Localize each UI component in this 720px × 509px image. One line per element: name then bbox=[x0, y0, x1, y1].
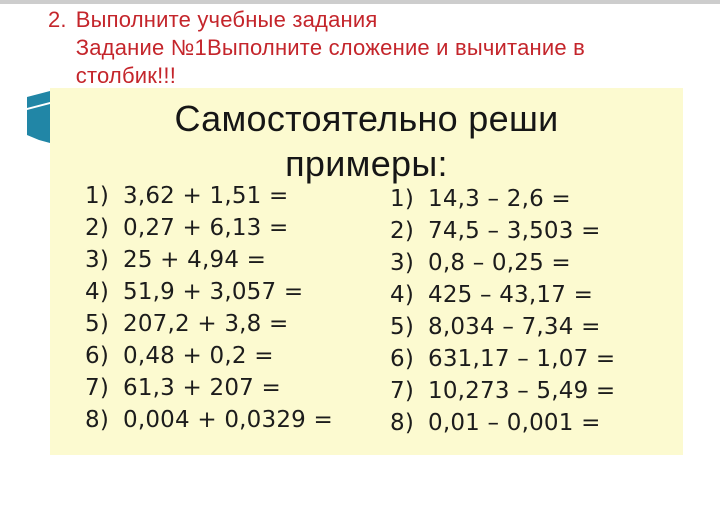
assignment-line-1: Выполните учебные задания bbox=[75, 7, 378, 32]
problem-row bbox=[85, 404, 333, 436]
subtraction-problems-column bbox=[390, 183, 615, 439]
problem-row bbox=[390, 247, 615, 279]
problem-number: 3) bbox=[85, 247, 110, 273]
problem-row bbox=[390, 375, 615, 407]
problem-number: 8) bbox=[85, 407, 110, 433]
problem-number: 2) bbox=[85, 215, 110, 241]
problem-number: 5) bbox=[85, 311, 110, 337]
problem-expression: 74,5 – 3,503 = bbox=[428, 218, 601, 244]
problem-number: 1) bbox=[390, 186, 415, 212]
problem-expression: 0,8 – 0,25 = bbox=[428, 250, 571, 276]
problem-number: 6) bbox=[390, 346, 415, 372]
problem-expression: 25 + 4,94 = bbox=[123, 247, 267, 273]
assignment-number: 2. bbox=[48, 7, 67, 32]
problem-row bbox=[85, 212, 333, 244]
assignment-line-3: столбик!!! bbox=[75, 63, 177, 88]
bookmark-ribbon-icon bbox=[27, 91, 51, 144]
problem-number: 1) bbox=[85, 183, 110, 209]
problem-row bbox=[390, 407, 615, 439]
problem-row bbox=[390, 183, 615, 215]
problem-number: 4) bbox=[390, 282, 415, 308]
problem-number: 7) bbox=[390, 378, 415, 404]
problem-expression: 8,034 – 7,34 = bbox=[428, 314, 601, 340]
problem-expression: 0,27 + 6,13 = bbox=[123, 215, 289, 241]
worksheet-slide bbox=[50, 88, 683, 455]
problem-row bbox=[85, 180, 333, 212]
problem-number: 2) bbox=[390, 218, 415, 244]
problem-expression: 51,9 + 3,057 = bbox=[123, 279, 304, 305]
problem-row bbox=[85, 276, 333, 308]
problem-expression: 3,62 + 1,51 = bbox=[123, 183, 289, 209]
problem-row bbox=[390, 279, 615, 311]
problem-expression: 61,3 + 207 = bbox=[123, 375, 281, 401]
problem-number: 3) bbox=[390, 250, 415, 276]
problem-row bbox=[85, 244, 333, 276]
problem-expression: 10,273 – 5,49 = bbox=[428, 378, 616, 404]
problem-number: 7) bbox=[85, 375, 110, 401]
addition-problems-column bbox=[85, 180, 333, 436]
problem-row bbox=[85, 372, 333, 404]
problem-number: 4) bbox=[85, 279, 110, 305]
problem-expression: 425 – 43,17 = bbox=[428, 282, 594, 308]
problem-row bbox=[390, 311, 615, 343]
problem-expression: 207,2 + 3,8 = bbox=[123, 311, 289, 337]
problem-number: 5) bbox=[390, 314, 415, 340]
problem-expression: 14,3 – 2,6 = bbox=[428, 186, 571, 212]
photo-edge-strip bbox=[0, 0, 720, 4]
slide-title: Самостоятельно реши примеры: bbox=[174, 98, 559, 184]
problem-row bbox=[85, 308, 333, 340]
problem-expression: 0,48 + 0,2 = bbox=[123, 343, 274, 369]
problem-number: 8) bbox=[390, 410, 415, 436]
assignment-text bbox=[76, 6, 585, 90]
problem-expression: 0,01 – 0,001 = bbox=[428, 410, 601, 436]
bookmark-lower-part bbox=[27, 104, 50, 143]
problem-number: 6) bbox=[85, 343, 110, 369]
problem-expression: 0,004 + 0,0329 = bbox=[123, 407, 333, 433]
problem-expression: 631,17 – 1,07 = bbox=[428, 346, 616, 372]
problem-row bbox=[390, 343, 615, 375]
assignment-line-2: Задание №1Выполните сложение и вычитание в bbox=[75, 35, 585, 60]
problem-row bbox=[85, 340, 333, 372]
problem-row bbox=[390, 215, 615, 247]
assignment-header bbox=[48, 6, 585, 90]
